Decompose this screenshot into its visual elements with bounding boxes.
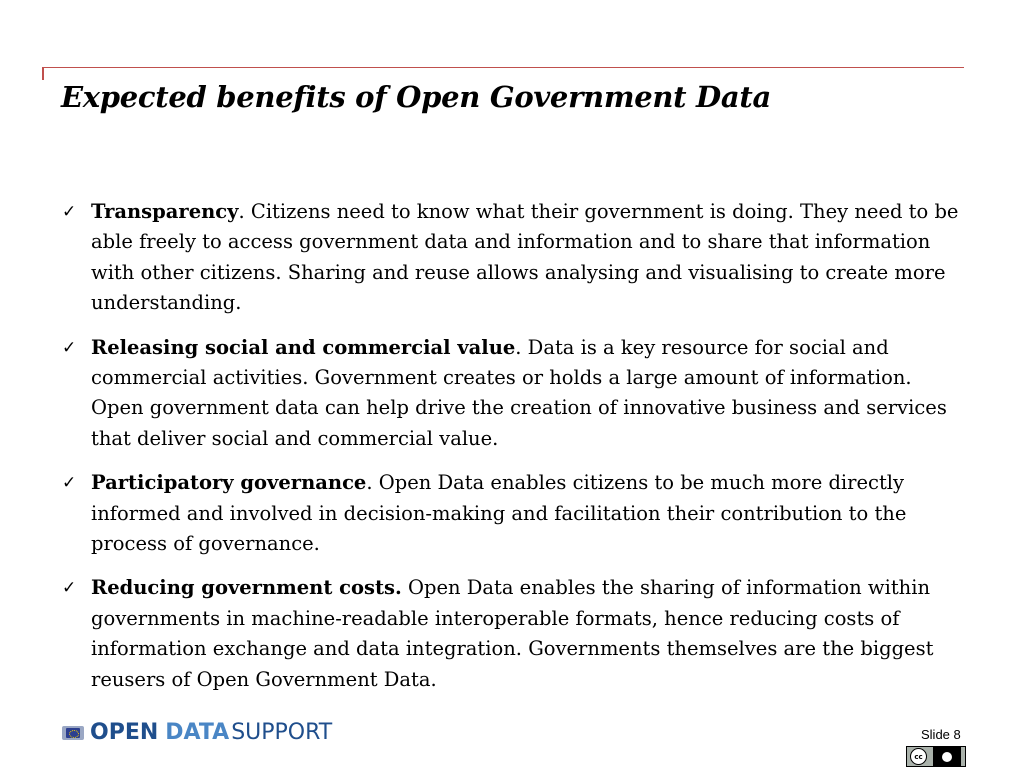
eu-flag-icon [62, 726, 84, 740]
checkmark-icon: ✓ [62, 578, 77, 599]
logo-support-text: SUPPORT [231, 720, 333, 745]
top-accent-tick [42, 67, 44, 80]
cc-icon: cc [910, 748, 927, 765]
bullet-heading: Participatory governance [91, 471, 367, 495]
top-accent-rule [42, 67, 964, 68]
bullet-social-commercial-value [60, 333, 970, 455]
bullet-text: . Citizens need to know what their government is doing. They need to be able freely to access government data and information and to share that information with other citizens. Sharing and reuse allows analysing and visualising to create more understanding. [91, 200, 959, 315]
bullet-heading: Releasing social and commercial value [91, 335, 516, 359]
slide-title: Expected benefits of Open Government Data [61, 80, 771, 114]
bullet-heading: Reducing government costs. [91, 576, 402, 600]
slide-number: Slide 8 [921, 727, 961, 742]
checkmark-icon: ✓ [62, 337, 77, 358]
open-data-support-logo [62, 718, 332, 748]
bullet-text: Open Data enables the sharing of information within governments in machine-readable interoperable formats, hence reducing costs of information exchange and data integration. Governments themselves are the biggest reusers of Open Government Data. [91, 576, 934, 691]
bullet-transparency [60, 197, 970, 319]
bullet-participatory-governance [60, 468, 970, 559]
checkmark-icon: ✓ [62, 202, 77, 222]
bullet-text: . Open Data enables citizens to be much more directly informed and involved in decision-making and facilitation their contribution to the process of governance. [91, 471, 907, 556]
by-icon [933, 747, 961, 766]
logo-open-text: OPEN [90, 720, 159, 745]
benefits-list [60, 197, 970, 709]
bullet-text: . Data is a key resource for social and commercial activities. Government creates or holds a large amount of information. Open government data can help drive the creation of innovative business and services that deliver social and commercial value. [91, 335, 947, 450]
creative-commons-by-icon [906, 746, 966, 767]
bullet-reducing-costs [60, 573, 970, 695]
checkmark-icon: ✓ [62, 473, 77, 494]
logo-data-text: DATA [165, 720, 230, 745]
bullet-heading: Transparency [91, 200, 239, 223]
